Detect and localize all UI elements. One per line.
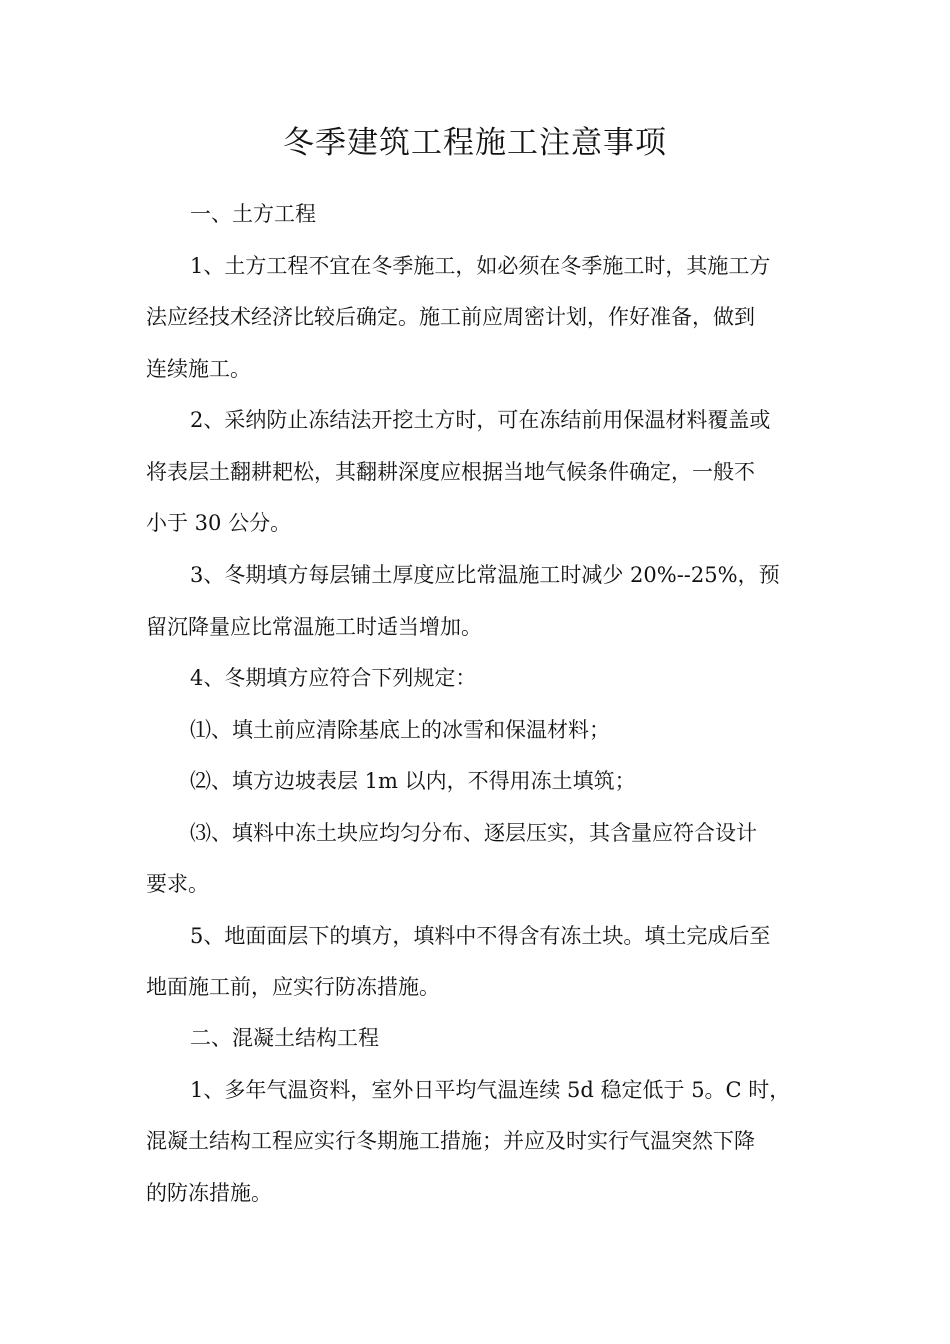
paragraph-line: 小于 30 公分。 (146, 511, 292, 535)
paragraph-line: 将表层土翻耕耙松，其翻耕深度应根据当地气候条件确定，一般不 (146, 460, 755, 484)
section-heading: 一、土方工程 (190, 202, 316, 226)
paragraph-line: 2、采纳防止冻结法开挖土方时，可在冻结前用保温材料覆盖或 (190, 408, 771, 432)
paragraph-line: 法应经技术经济比较后确定。施工前应周密计划，作好准备，做到 (146, 305, 755, 329)
paragraph-line: 的防冻措施。 (146, 1181, 272, 1205)
document-title: 冬季建筑工程施工注意事项 (283, 125, 667, 161)
paragraph-line: 4、冬期填方应符合下列规定： (190, 666, 477, 690)
paragraph-line: 要求。 (146, 872, 209, 896)
paragraph-line: 混凝土结构工程应实行冬期施工措施；并应及时实行气温突然下降 (146, 1129, 755, 1153)
list-item: ⑵、填方边坡表层 1m 以内，不得用冻土填筑； (190, 769, 636, 793)
paragraph-line: 1、土方工程不宜在冬季施工，如必须在冬季施工时，其施工方 (190, 254, 771, 278)
paragraph-line: 5、地面面层下的填方，填料中不得含有冻土块。填土完成后至 (190, 924, 771, 948)
list-item: ⑶、填料中冻土块应均匀分布、逐层压实，其含量应符合设计 (190, 821, 757, 845)
list-item: ⑴、填土前应清除基底上的冰雪和保温材料； (190, 718, 610, 742)
section-heading: 二、混凝土结构工程 (190, 1026, 379, 1050)
paragraph-line: 3、冬期填方每层铺土厚度应比常温施工时减少 20%--25%，预 (190, 563, 780, 587)
paragraph-line: 地面施工前，应实行防冻措施。 (146, 975, 440, 999)
paragraph-line: 留沉降量应比常温施工时适当增加。 (146, 615, 482, 639)
paragraph-line: 连续施工。 (146, 357, 251, 381)
paragraph-line: 1、多年气温资料，室外日平均气温连续 5d 稳定低于 5。C 时， (190, 1078, 791, 1102)
